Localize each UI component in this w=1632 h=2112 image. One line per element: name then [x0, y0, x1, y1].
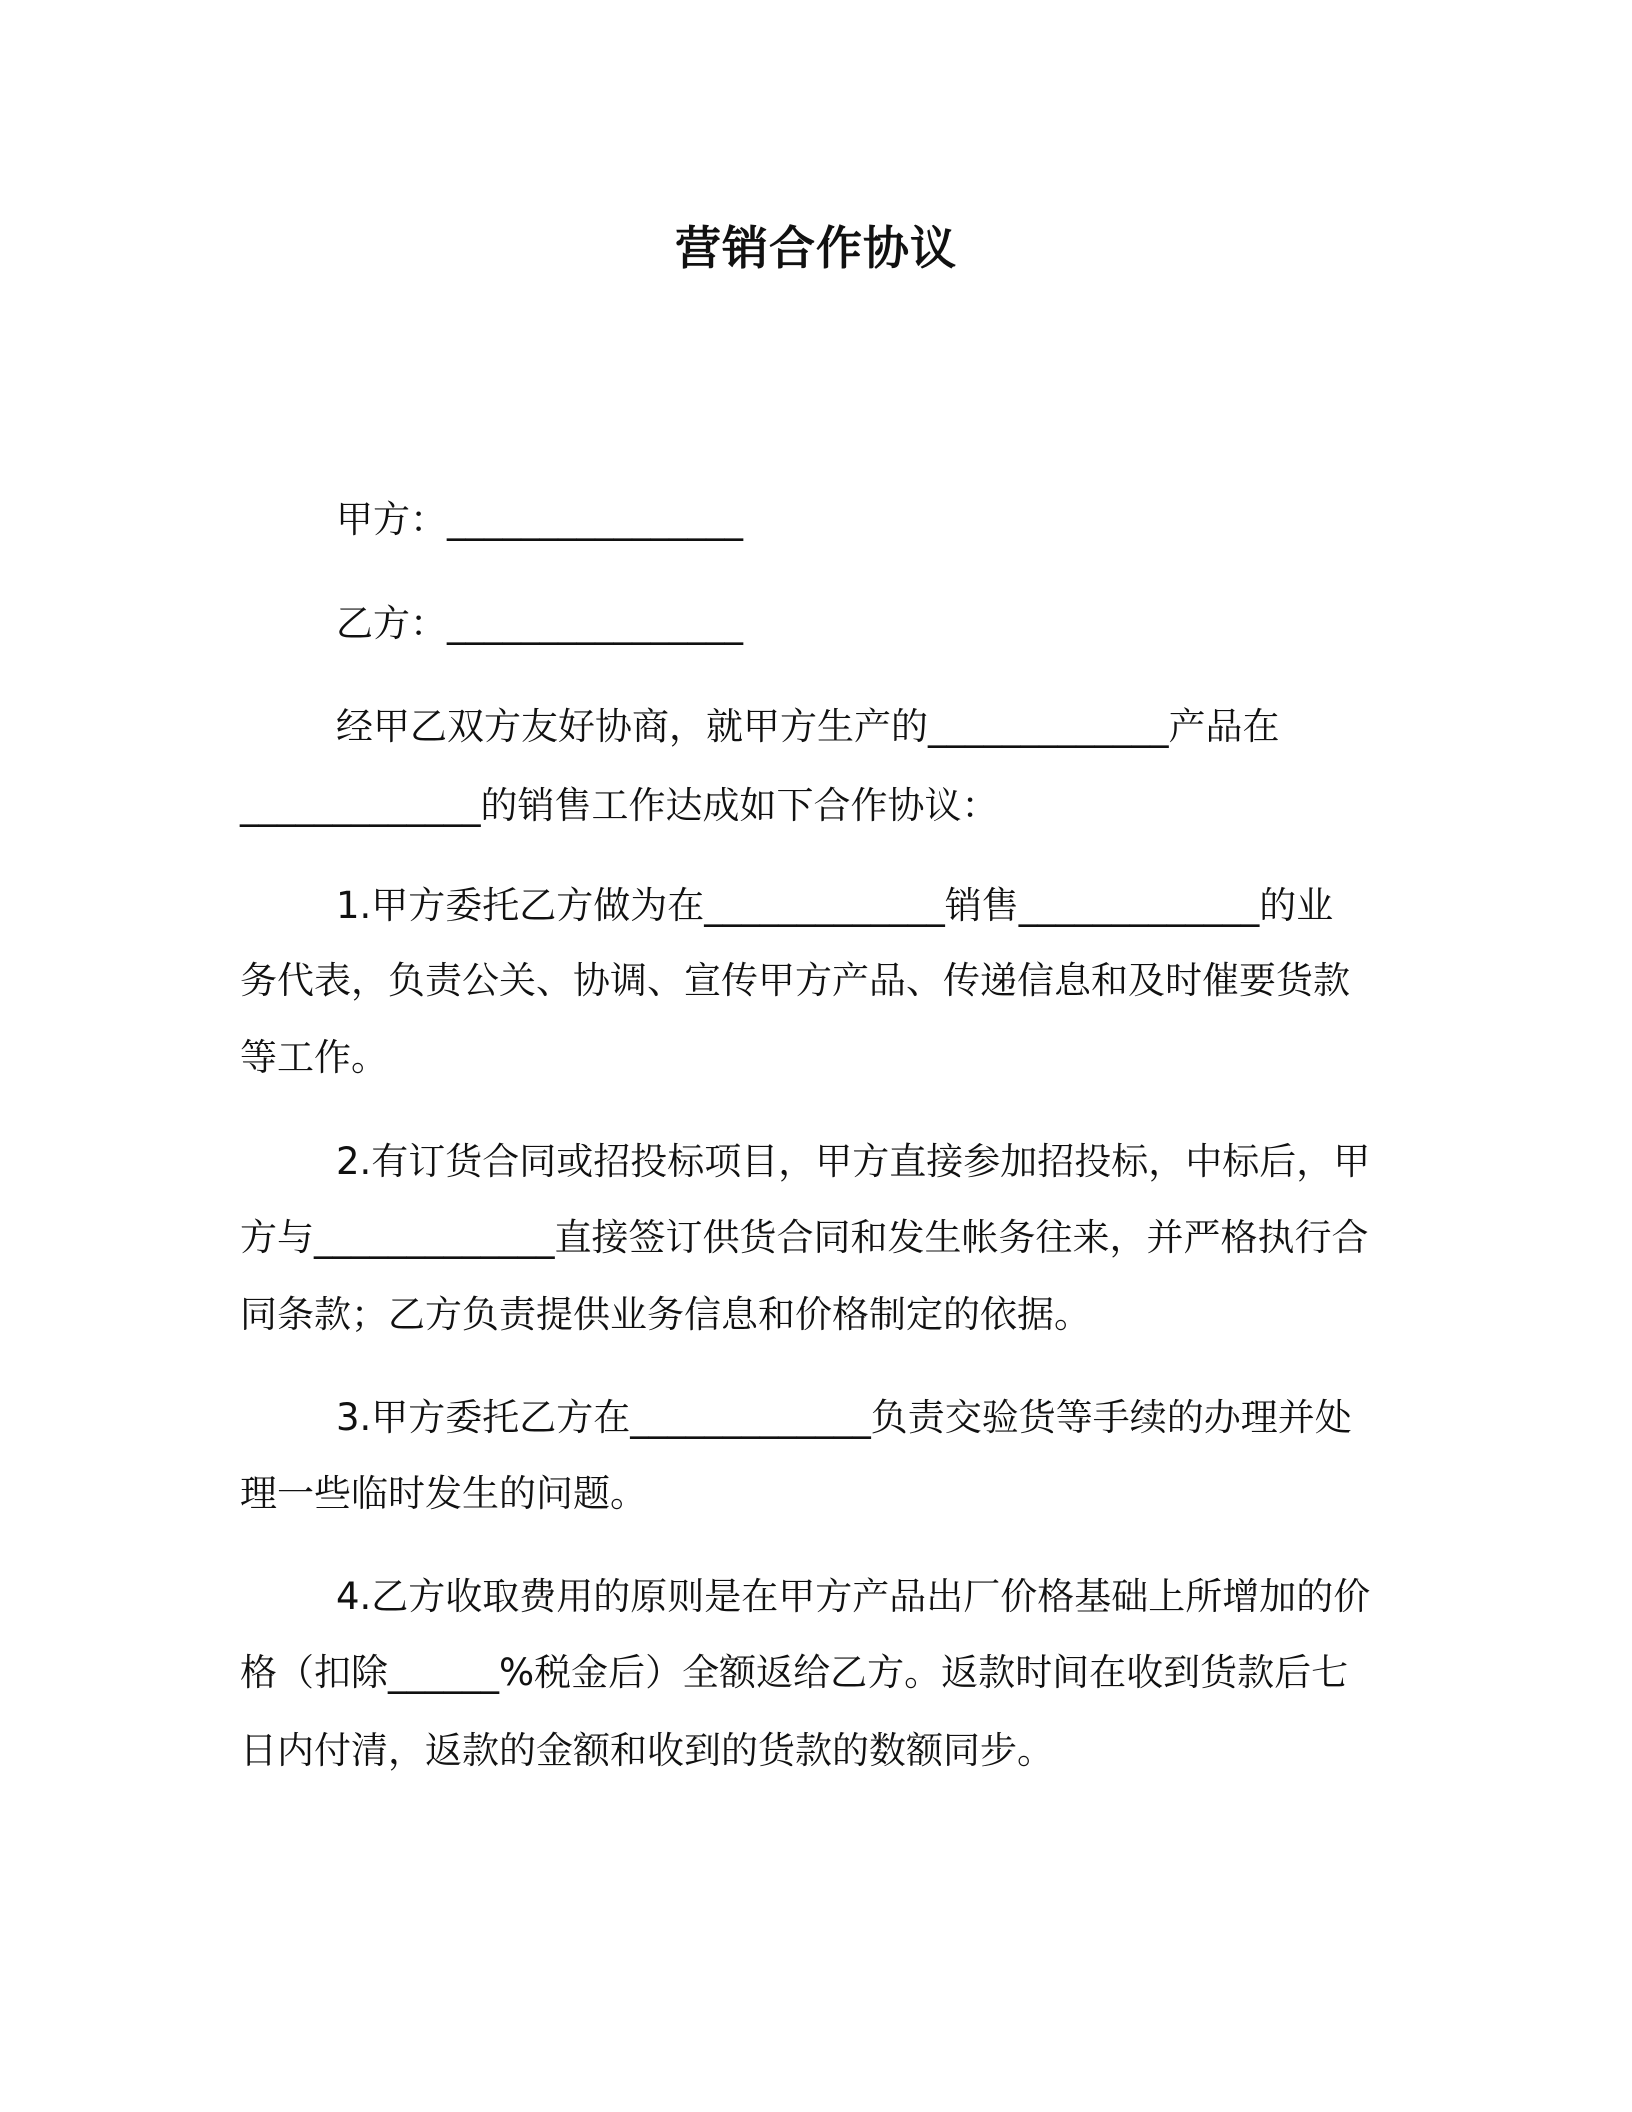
- clause-3-line-2: 理一些临时发生的问题。: [240, 1472, 647, 1515]
- clause-1-line-1: 1.甲方委托乙方做为在_____________销售_____________的业: [336, 884, 1334, 927]
- document-title: 营销合作协议: [675, 221, 957, 275]
- clause-4-line-3: 日内付清，返款的金额和收到的货款的数额同步。: [240, 1729, 1054, 1772]
- clause-1-line-3: 等工作。: [240, 1036, 388, 1079]
- clause-2-line-1: 2.有订货合同或招投标项目，甲方直接参加招投标，中标后，甲: [336, 1140, 1371, 1183]
- party-b-line: 乙方：________________: [336, 602, 743, 645]
- clause-3-line-1: 3.甲方委托乙方在_____________负责交验货等手续的办理并处: [336, 1396, 1352, 1439]
- intro-line-1: 经甲乙双方友好协商，就甲方生产的_____________产品在: [336, 705, 1280, 748]
- clause-4-line-2: 格（扣除______%税金后）全额返给乙方。返款时间在收到货款后七: [240, 1651, 1349, 1694]
- clause-2-line-3: 同条款；乙方负责提供业务信息和价格制定的依据。: [240, 1293, 1091, 1336]
- clause-2-line-2: 方与_____________直接签订供货合同和发生帐务往来，并严格执行合: [240, 1216, 1369, 1259]
- clause-4-line-1: 4.乙方收取费用的原则是在甲方产品出厂价格基础上所增加的价: [336, 1575, 1371, 1618]
- party-a-line: 甲方：________________: [336, 498, 743, 541]
- clause-1-line-2: 务代表，负责公关、协调、宣传甲方产品、传递信息和及时催要货款: [240, 959, 1350, 1002]
- intro-line-2: _____________的销售工作达成如下合作协议：: [240, 784, 999, 827]
